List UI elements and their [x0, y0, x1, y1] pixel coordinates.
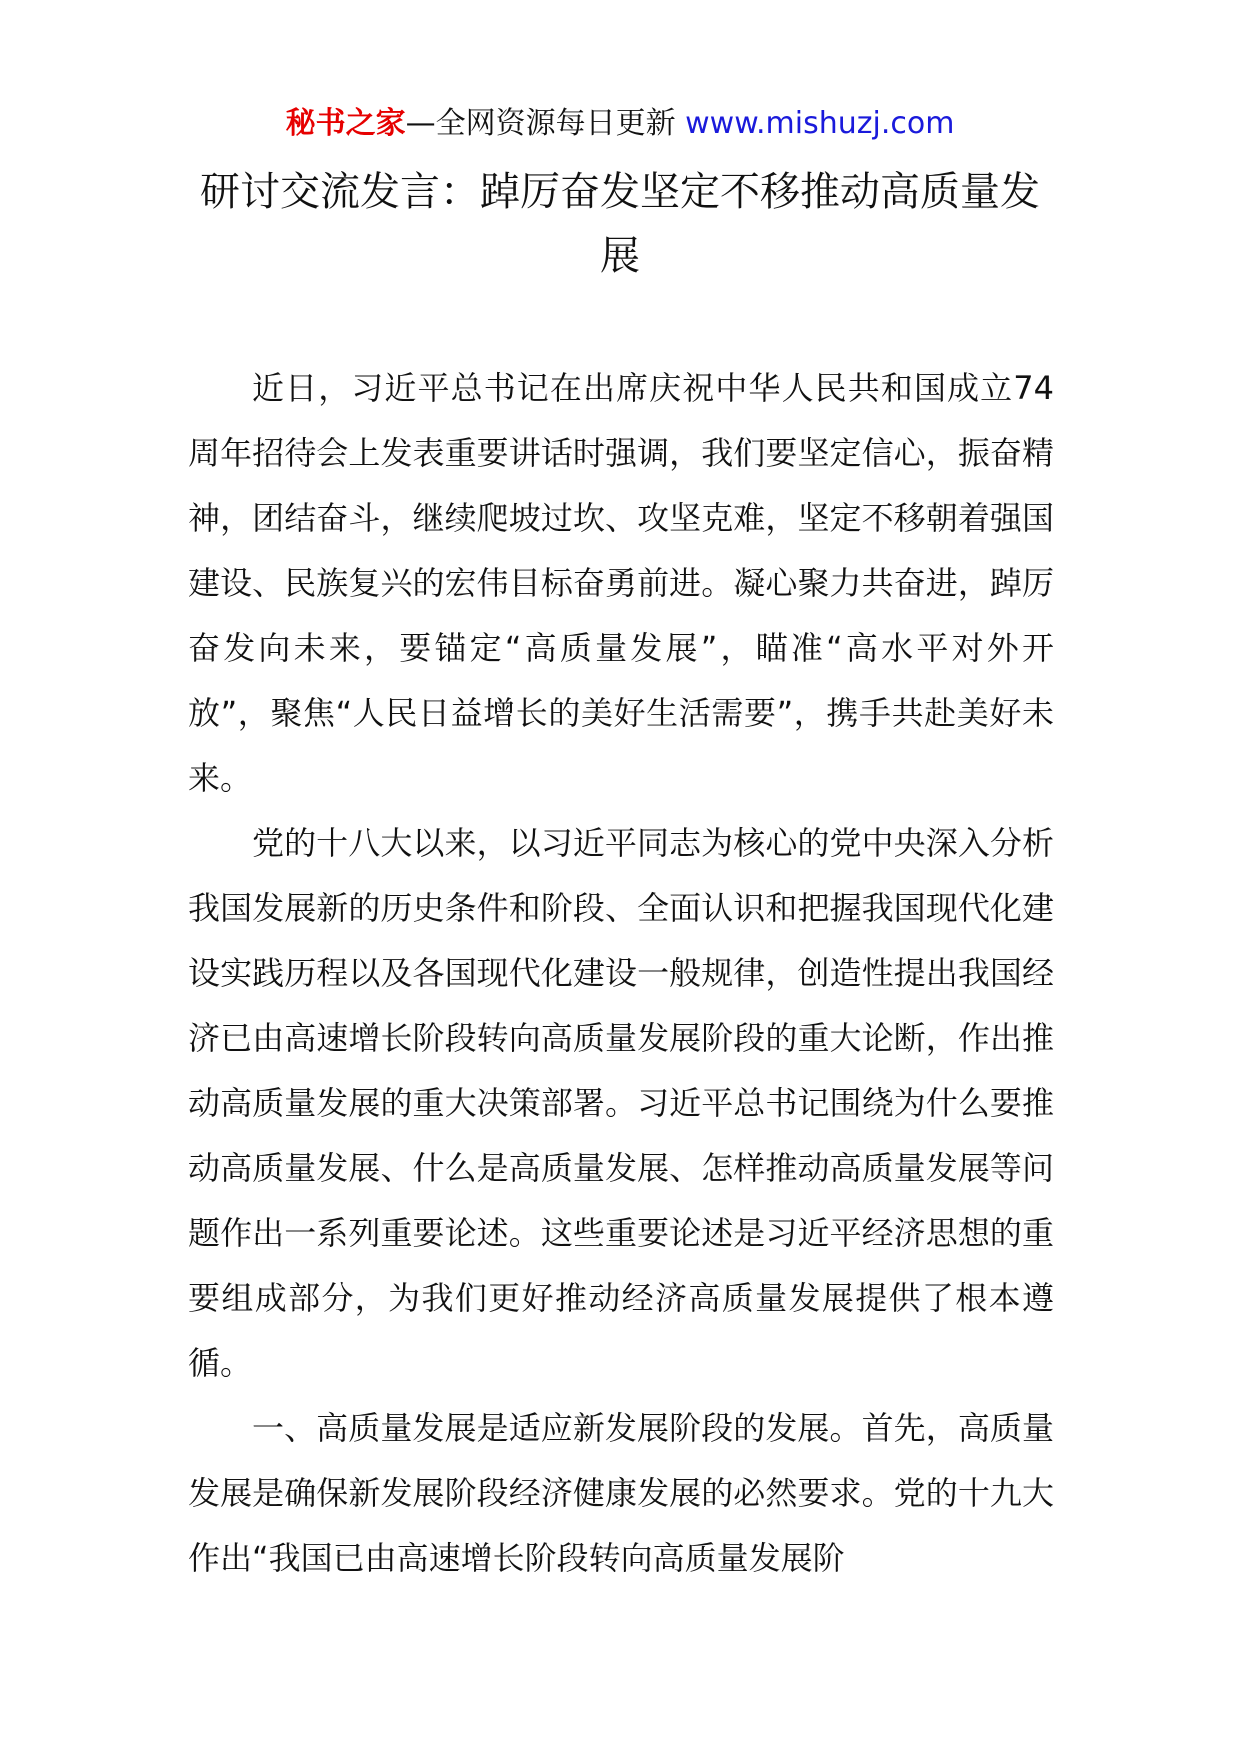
site-brand: 秘书之家	[285, 106, 406, 141]
paragraph-intro: 近日，习近平总书记在出席庆祝中华人民共和国成立74周年招待会上发表重要讲话时强调，我们要坚定信心，振奋精神，团结奋斗，继续爬坡过坎、攻坚克难，坚定不移朝着强国建设、民族复兴的宏伟目标奋勇前进。凝心聚力共奋进，踔厉奋发向未来，要锚定“高质量发展”，瞄准“高水平对外开放”，聚焦“人民日益增长的美好生活需要”，携手共赴美好未来。	[188, 369, 1054, 797]
paragraph-section-one: 一、高质量发展是适应新发展阶段的发展。首先，高质量发展是确保新发展阶段经济健康发展的必然要求。党的十九大作出“我国已由高速增长阶段转向高质量发展阶	[188, 1409, 1054, 1577]
site-header	[0, 100, 1240, 148]
document-body	[188, 356, 1054, 1591]
site-url-link[interactable]: www.mishuzj.com	[685, 106, 955, 141]
site-tagline: —全网资源每日更新	[405, 106, 676, 141]
paragraph-background: 党的十八大以来，以习近平同志为核心的党中央深入分析我国发展新的历史条件和阶段、全面认识和把握我国现代化建设实践历程以及各国现代化建设一般规律，创造性提出我国经济已由高速增长阶段转向高质量发展阶段的重大论断，作出推动高质量发展的重大决策部署。习近平总书记围绕为什么要推动高质量发展、什么是高质量发展、怎样推动高质量发展等问题作出一系列重要论述。这些重要论述是习近平经济思想的重要组成部分，为我们更好推动经济高质量发展提供了根本遵循。	[188, 824, 1054, 1382]
document-title: 研讨交流发言：踔厉奋发坚定不移推动高质量发展	[200, 169, 1040, 279]
